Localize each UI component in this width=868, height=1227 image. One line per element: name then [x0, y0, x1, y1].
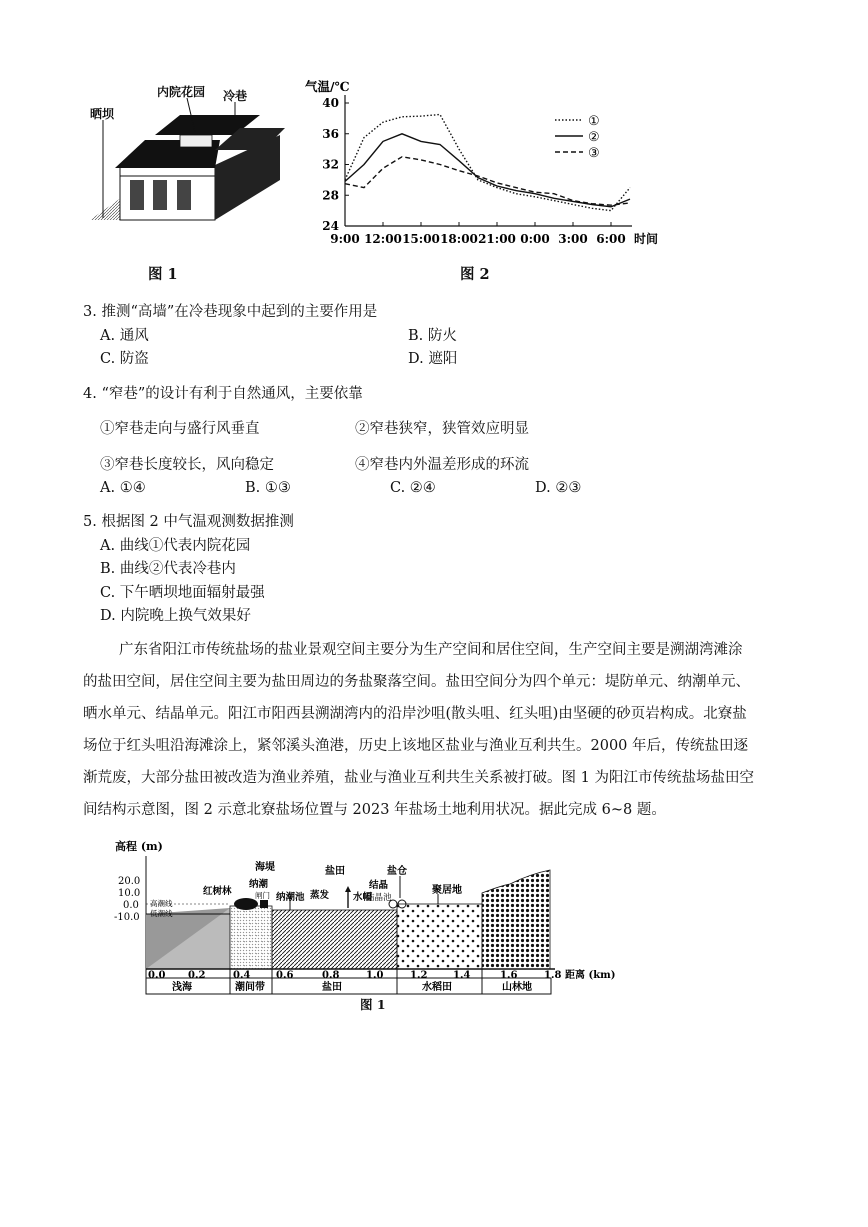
- zone-intertidal: 潮间带: [235, 982, 265, 993]
- x-tick-label: 18:00: [440, 232, 478, 246]
- salt-field-profile: [110, 838, 616, 1018]
- q3-stem: 3. 推测“高墙”在冷巷现象中起到的主要作用是: [83, 304, 378, 320]
- y-tick-label: 36: [322, 126, 339, 141]
- y-tick-label: 32: [322, 157, 339, 172]
- legend-label-1: ①: [588, 114, 600, 129]
- q4-option-d[interactable]: D. ②③: [535, 480, 582, 496]
- q5-stem: 5. 根据图 2 中气温观测数据推测: [83, 514, 294, 530]
- profile-x-label: 距离 (km): [565, 970, 616, 981]
- x-tick-label: 3:00: [558, 232, 588, 246]
- profile-xtick-2: 0.4: [233, 970, 251, 981]
- passage-line-4: 场位于红头咀沿海滩涂上，紧邻溪头渔港，历史上该地区盐业与渔业互利共生。2000 年后，传统盐田逐: [83, 738, 749, 754]
- figure-salt-field-profile: [110, 838, 616, 1018]
- zone-shallow-sea: 浅海: [172, 982, 192, 993]
- passage-line-2: 的盐田空间，居住空间主要为盐田周边的务盐聚落空间。盐田空间分为四个单元：堤防单元、纳潮单元、: [83, 674, 750, 690]
- label-intake: 纳潮: [249, 879, 269, 890]
- q4-option-c[interactable]: C. ②④: [390, 480, 436, 496]
- q3-option-c[interactable]: C. 防盗: [100, 351, 149, 367]
- q4-statement-4: ④窄巷内外温差形成的环流: [355, 457, 529, 473]
- profile-ytick-neg10: -10.0: [114, 912, 140, 923]
- y-tick-label: 40: [322, 96, 339, 110]
- q5-option-b[interactable]: B. 曲线②代表冷巷内: [100, 561, 236, 577]
- q4-option-a[interactable]: A. ①④: [100, 480, 146, 496]
- legend-label-3: ③: [588, 146, 600, 161]
- label-salt-field-top: 盐田: [325, 866, 345, 877]
- profile-ytick-10: 10.0: [118, 888, 141, 899]
- label-intake-pool: 纳潮池: [276, 892, 305, 903]
- profile-xtick-6: 1.2: [410, 970, 428, 981]
- zone-salt-field: 盐田: [322, 982, 342, 993]
- temperature-chart: [300, 78, 670, 253]
- profile-xtick-8: 1.6: [500, 970, 518, 981]
- y-axis-label: 气温/℃: [305, 79, 350, 94]
- profile-xtick-4: 0.8: [322, 970, 340, 981]
- zone-forest: 山林地: [502, 982, 532, 993]
- x-tick-label: 21:00: [478, 232, 516, 246]
- passage-line-6: 间结构示意图，图 2 示意北寮盐场位置与 2023 年盐场土地利用状况。据此完成 6~8 题。: [83, 802, 666, 818]
- profile-xtick-1: 0.2: [188, 970, 206, 981]
- profile-xtick-0: 0.0: [148, 970, 166, 981]
- figure-1-house: [85, 80, 295, 245]
- label-evaporation: 蒸发: [310, 890, 330, 901]
- profile-ytick-0: 0.0: [123, 900, 139, 911]
- label-high-tide: 高潮线: [150, 899, 173, 908]
- house-illustration: [85, 80, 295, 245]
- label-crystallization-pool: 结晶池: [366, 893, 392, 903]
- label-salt-store: 盐仓: [387, 866, 407, 877]
- q4-statement-2: ②窄巷狭窄，狭管效应明显: [355, 421, 529, 437]
- q3-option-b[interactable]: B. 防火: [408, 328, 457, 344]
- figure-1-caption: 图 1: [148, 266, 178, 283]
- y-tick-label: 28: [322, 188, 339, 203]
- profile-xtick-9: 1.8: [544, 970, 562, 981]
- x-tick-label: 12:00: [364, 232, 402, 246]
- q4-statement-3: ③窄巷长度较长，风向稳定: [100, 457, 274, 473]
- label-mangrove: 红树林: [203, 886, 232, 897]
- y-tick-label: 24: [322, 219, 339, 233]
- label-gate: 闸门: [255, 891, 270, 900]
- q5-option-d[interactable]: D. 内院晚上换气效果好: [100, 608, 251, 624]
- zone-paddy: 水稻田: [422, 982, 452, 993]
- profile-xtick-7: 1.4: [453, 970, 471, 981]
- label-settlement: 聚居地: [432, 885, 462, 896]
- label-cold-lane: 冷巷: [223, 89, 248, 103]
- passage-line-1: 广东省阳江市传统盐场的盐业景观空间主要分为生产空间和居住空间，生产空间主要是溯湖湾滩涂: [119, 642, 743, 658]
- passage-line-5: 渐荒废，大部分盐田被改造为渔业养殖，盐业与渔业互利共生关系被打破。图 1 为阳江市传统盐场盐田空: [83, 770, 754, 786]
- profile-xtick-3: 0.6: [276, 970, 294, 981]
- x-tick-label: 9:00: [330, 232, 360, 246]
- q3-option-a[interactable]: A. 通风: [100, 328, 149, 344]
- profile-xtick-5: 1.0: [366, 970, 384, 981]
- profile-y-label: 高程 (m): [115, 840, 163, 853]
- x-tick-label: 6:00: [596, 232, 626, 246]
- q4-stem: 4. “窄巷”的设计有利于自然通风，主要依靠: [83, 386, 363, 402]
- label-crystallization: 结晶: [369, 880, 389, 891]
- label-seawall: 海堤: [255, 862, 275, 873]
- label-drying-ground: 晒坝: [90, 107, 115, 121]
- label-low-tide: 低潮线: [150, 909, 173, 918]
- figure-2-caption: 图 2: [460, 266, 490, 283]
- passage-line-3: 晒水单元、结晶单元。阳江市阳西县溯湖湾内的沿岸沙咀(散头咀、红头咀)由坚硬的砂页岩构成。北寮盐: [83, 706, 747, 722]
- x-axis-label: 时间: [634, 232, 659, 246]
- q4-statement-1: ①窄巷走向与盛行风垂直: [100, 421, 260, 437]
- profile-caption: 图 1: [360, 997, 386, 1012]
- x-tick-label: 0:00: [520, 232, 550, 246]
- label-inner-garden: 内院花园: [157, 85, 206, 99]
- q5-option-a[interactable]: A. 曲线①代表内院花园: [100, 538, 251, 554]
- figure-2-chart: [300, 78, 670, 253]
- x-tick-label: 15:00: [402, 232, 440, 246]
- q5-option-c[interactable]: C. 下午晒坝地面辐射最强: [100, 585, 265, 601]
- q3-option-d[interactable]: D. 遮阳: [408, 351, 458, 367]
- label-water-range: 水幅: [353, 892, 373, 903]
- series-line-3: [345, 157, 630, 205]
- legend-label-2: ②: [588, 130, 600, 145]
- profile-ytick-20: 20.0: [118, 876, 141, 887]
- q4-option-b[interactable]: B. ①③: [245, 480, 291, 496]
